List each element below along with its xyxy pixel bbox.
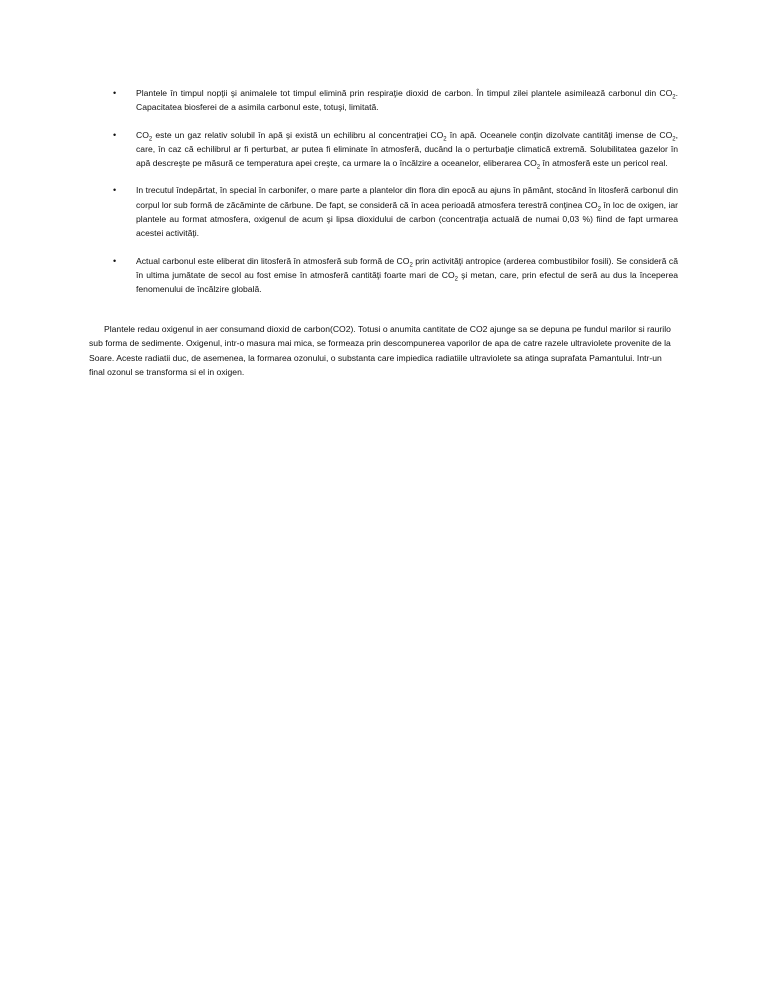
- bullet-item-1: • Plantele în timpul nopţii şi animalele tot timpul elimină prin respiraţie dioxid de carbon. În timpul zilei plantele asimilează carbonul din $CO_2$. Capacitatea biosferei de a asimila carbonul este, totuşi, limitată.: [113, 88, 678, 113]
- bullet-marker: •: [113, 255, 117, 266]
- body-paragraph: Plantele redau oxigenul in aer consumand dioxid de carbon(CO2). Totusi o anumita cantitate de CO2 ajunge sa se depuna pe fundul marilor si raurilo sub forma de sedimente. Oxigenul, intr-o masura mai mica, se formeaza prin descompunerea vaporilor de apa de catre razele ultraviolete provenite de la Soare. Aceste radiatii duc, de asemenea, la formarea ozonului, o substanta care impiedica radiatiile ultraviolete sa atinga suprafata Pamantului. Intr-un final ozonul se transforma si el in oxigen.: [89, 324, 671, 377]
- bullet-item-2: • $CO_2$ este un gaz relativ solubil în apă şi există un echilibru al concentraţiei $CO_2$ în apă. Oceanele conţin dizolvate cantităţi imense de $CO_2$, care, în caz că echilibrul ar fi perturbat, ar putea fi eliminate în atmosferă, ducând la o perturbaţie climatică extremă. Solubilitatea gazelor în apă descreşte pe măsură ce temperatura apei creşte, ca urmare la o încălzire a oceanelor, eliberarea $CO_2$ în atmosferă este un pericol real.: [113, 129, 678, 171]
- bullet-marker: •: [113, 185, 117, 196]
- bullet-item-4: • Actual carbonul este eliberat din litosferă în atmosferă sub formă de $CO_2$ prin activităţi antropice (arderea combustibilor fosili). Se consideră că în ultima jumătate de secol au fost emise în atmosferă cantităţi foarte mari de $CO_2$ şi metan, care, prin efectul de seră au dus la începerea fenomenului de încălzire globală.: [113, 255, 678, 295]
- bullet-list: [113, 86, 678, 310]
- bullet-marker: •: [113, 129, 117, 140]
- bullet-marker: •: [113, 88, 117, 98]
- bullet-item-3: • In trecutul îndepărtat, în special în carbonifer, o mare parte a plantelor din flora din epocă au ajuns în pământ, stocând în litosferă carbonul din corpul lor sub formă de zăcăminte de cărbune. De fapt, se consideră că în acea perioadă atmosfera terestră conţinea $CO_2$ în loc de oxigen, iar plantele au format atmosfera, oxigenul de acum şi lipsa dioxidului de carbon (concentraţia actuală de numai 0,03 %) fiind de fapt urmarea acestei activităţi.: [113, 185, 678, 239]
